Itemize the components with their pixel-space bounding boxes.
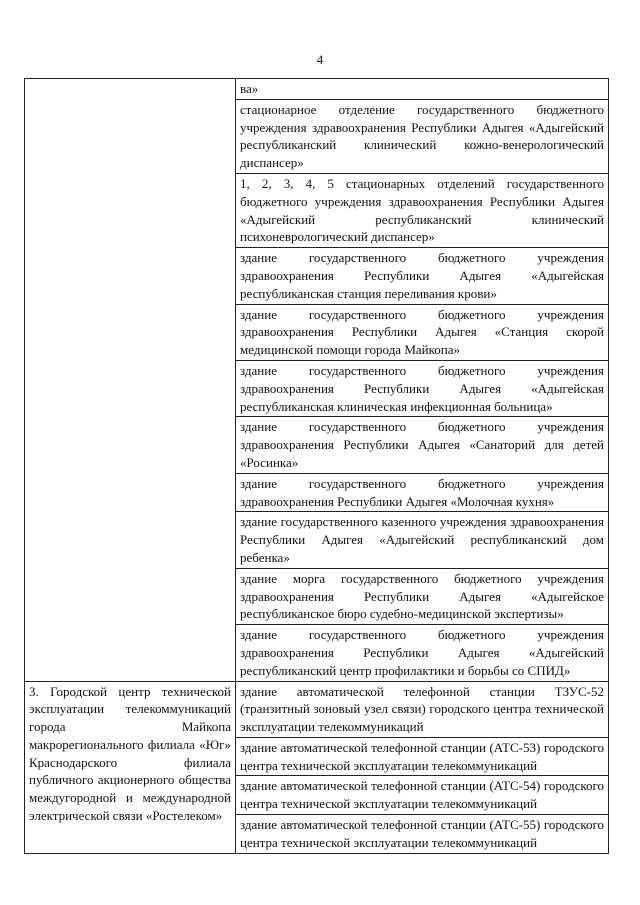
table-row <box>25 681 609 737</box>
object-cell: здание автоматической телефонной станции (АТС-55) городского центра технической эксплуатации телекоммуникаций <box>236 815 609 854</box>
object-cell: 1, 2, 3, 4, 5 стационарных отделений государственного бюджетного учреждения здравоохранения Республики Адыгея «Адыгейский республиканский клинический психоневрологический диспансер» <box>236 173 609 247</box>
organization-cell-continued <box>25 79 236 682</box>
object-cell: здание государственного бюджетного учреждения здравоохранения Республики Адыгея «Адыгейская республиканская клиническая инфекционная больница» <box>236 360 609 416</box>
organization-cell: 3. Городской центр технической эксплуатации телекоммуникаций города Майкопа макрорегионального филиала «Юг» Краснодарского филиала публичного акционерного общества междугородной и международной электрической связи «Ростелеком» <box>25 681 236 853</box>
object-cell: здание автоматической телефонной станции ТЗУС-52 (транзитный зоновый узел связи) городского центра технической эксплуатации телекоммуникаций <box>236 681 609 737</box>
object-cell: стационарное отделение государственного бюджетного учреждения здравоохранения Республики Адыгея «Адыгейский республиканский клинический кожно-венерологический диспансер» <box>236 99 609 173</box>
object-cell: здание автоматической телефонной станции (АТС-53) городского центра технической эксплуатации телекоммуникаций <box>236 737 609 776</box>
page-number: 4 <box>316 52 324 67</box>
object-cell: ва» <box>236 79 609 100</box>
object-cell: здание государственного казенного учреждения здравоохранения Республики Адыгея «Адыгейский республиканский дом ребенка» <box>236 512 609 568</box>
table-row <box>25 79 609 100</box>
object-cell: здание государственного бюджетного учреждения здравоохранения Республики Адыгея «Адыгейский республиканский центр профилактики и борьбы со СПИД» <box>236 625 609 681</box>
object-cell: здание государственного бюджетного учреждения здравоохранения Республики Адыгея «Станция скорой медицинской помощи города Майкопа» <box>236 304 609 360</box>
object-cell: здание государственного бюджетного учреждения здравоохранения Республики Адыгея «Санаторий для детей «Росинка» <box>236 417 609 473</box>
object-cell: здание государственного бюджетного учреждения здравоохранения Республики Адыгея «Адыгейская республиканская станция переливания крови» <box>236 248 609 304</box>
object-cell: здание автоматической телефонной станции (АТС-54) городского центра технической эксплуатации телекоммуникаций <box>236 776 609 815</box>
object-cell: здание морга государственного бюджетного учреждения здравоохранения Республики Адыгея «Адыгейское республиканское бюро судебно-медицинской экспертизы» <box>236 568 609 624</box>
objects-table <box>24 78 609 854</box>
object-cell: здание государственного бюджетного учреждения здравоохранения Республики Адыгея «Молочная кухня» <box>236 473 609 512</box>
